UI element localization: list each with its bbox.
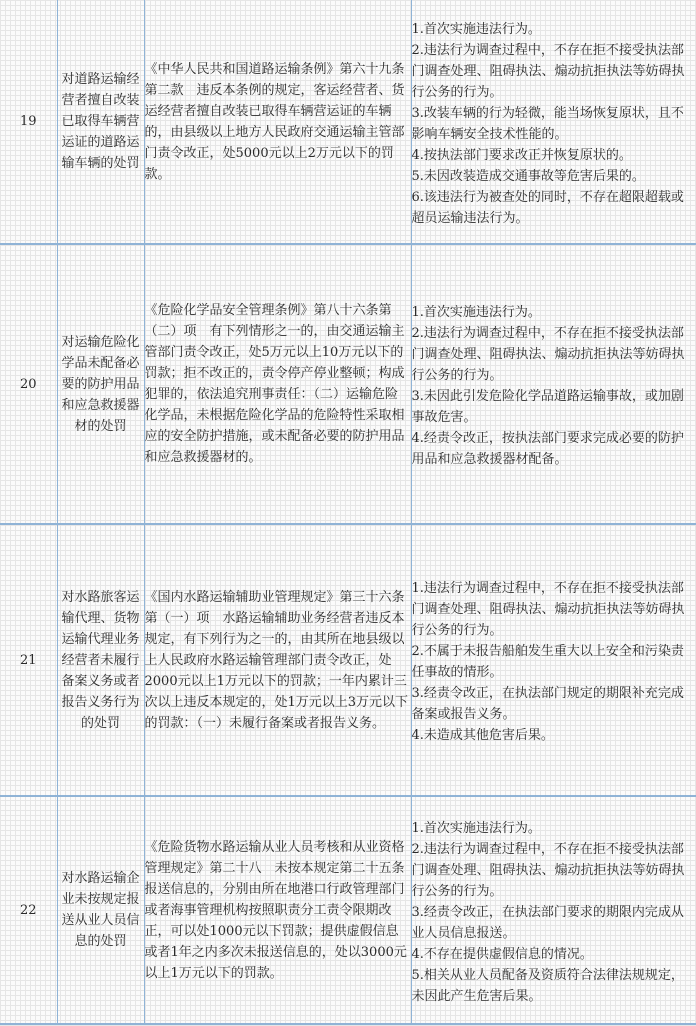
condition-item: 2.不属于未报告船舶发生重大以上安全和污染责任事故的情形。: [411, 644, 684, 680]
row-number: 21: [0, 524, 57, 796]
legal-basis-text: 《危险货物水路运输从业人员考核和从业资格管理规定》第二十八 未按本规定第二十五条报送信息的，分别由所在地港口行政管理部门或者海事管理机构按照职责分工责令限期改正，可以处1000元以下罚款；提供虚假信息或者1年之内多次未报送信息的，处以3000元以上1万元以下的罚款。: [144, 839, 407, 981]
condition-item: 1.首次实施违法行为。: [411, 21, 541, 37]
penalty-subject: 对水路旅客运输代理、货物运输代理业务经营者未履行备案义务或者报告义务行为的处罚: [57, 524, 144, 796]
legal-basis: [144, 796, 411, 1024]
row-number: 20: [0, 244, 57, 524]
table-row: [0, 524, 696, 796]
penalty-subject: 对道路运输经营者擅自改装已取得车辆营运证的道路运输车辆的处罚: [57, 0, 144, 244]
legal-basis: [144, 244, 411, 524]
exemption-conditions: [411, 0, 696, 244]
condition-item: 1.首次实施违法行为。: [411, 820, 541, 836]
legal-basis-text: 《国内水路运输辅助业管理规定》第三十六条第（一）项 水路运输辅助业务经营者违反本规定，有下列行为之一的，由其所在地县级以上人民政府水路运输管理部门责令改正，处2000元以上1万元以下的罚款；一年内累计三次以上违反本规定的，处1万元以上3万元以下的罚款：（一）未履行备案或者报告义务。: [144, 589, 409, 731]
condition-item: 4.按执法部门要求改正并恢复原状的。: [411, 147, 632, 163]
table-row: [0, 796, 696, 1024]
condition-item: 5.相关从业人员配备及资质符合法律法规规定，未因此产生危害后果。: [411, 967, 684, 1004]
condition-item: 6.该违法行为被查处的同时，不存在超限超载或超员运输违法行为。: [411, 189, 684, 226]
condition-item: 2.违法行为调查过程中，不存在拒不接受执法部门调查处理、阻碍执法、煽动抗拒执法等妨碍执行公务的行为。: [411, 841, 685, 899]
exemption-conditions: [411, 244, 696, 524]
condition-item: 3.经责令改正，在执法部门要求的期限内完成从业人员信息报送。: [411, 904, 684, 941]
legal-basis: [144, 524, 411, 796]
penalty-subject: 对水路运输企业未按规定报送从业人员信息的处罚: [57, 796, 144, 1024]
exemption-conditions: [411, 524, 696, 796]
condition-item: 4.经责令改正，按执法部门要求完成必要的防护用品和应急救援器材配备。: [411, 431, 684, 467]
condition-item: 3.改装车辆的行为轻微，能当场恢复原状，且不影响车辆安全技术性能的。: [411, 105, 684, 142]
condition-item: 4.不存在提供虚假信息的情况。: [411, 946, 593, 962]
condition-item: 4.未造成其他危害后果。: [411, 728, 554, 743]
condition-item: 1.违法行为调查过程中，不存在拒不接受执法部门调查处理、阻碍执法、煽动抗拒执法等妨碍执行公务的行为。: [411, 581, 685, 638]
condition-item: 2.违法行为调查过程中，不存在拒不接受执法部门调查处理、阻碍执法、煽动抗拒执法等妨碍执行公务的行为。: [411, 42, 685, 100]
table-row: [0, 244, 696, 524]
legal-basis-text: 《危险化学品安全管理条例》第八十六条第（二）项 有下列情形之一的，由交通运输主管部门责令改正，处5万元以上10万元以下的罚款；拒不改正的，责令停产停业整顿；构成犯罪的，依法追究刑事责任：（二）运输危险化学品，未根据危险化学品的危险特性采取相应的安全防护措施，或未配备必要的防护用品和应急救援器材的。: [144, 303, 405, 465]
condition-item: 3.经责令改正，在执法部门规定的期限补充完成备案或报告义务。: [411, 686, 684, 722]
table-row: [0, 0, 696, 244]
condition-item: 2.违法行为调查过程中，不存在拒不接受执法部门调查处理、阻碍执法、煽动抗拒执法等妨碍执行公务的行为。: [411, 326, 685, 383]
row-number: 19: [0, 0, 57, 244]
legal-basis-text: 《中华人民共和国道路运输条例》第六十九条第二款 违反本条例的规定，客运经营者、货运经营者擅自改装已取得车辆营运证的车辆的，由县级以上地方人民政府交通运输主管部门责令改正，处5000元以上2万元以下的罚款。: [144, 61, 405, 182]
condition-item: 5.未因改装造成交通事故等危害后果的。: [411, 168, 645, 184]
row-number: 22: [0, 796, 57, 1024]
legal-basis: [144, 0, 411, 244]
condition-item: 1.首次实施违法行为。: [411, 305, 541, 320]
condition-item: 3.未因此引发危险化学品道路运输事故，或加剧事故危害。: [411, 389, 684, 425]
penalty-subject: 对运输危险化学品未配备必要的防护用品和应急救援器材的处罚: [57, 244, 144, 524]
exemption-conditions: [411, 796, 696, 1024]
